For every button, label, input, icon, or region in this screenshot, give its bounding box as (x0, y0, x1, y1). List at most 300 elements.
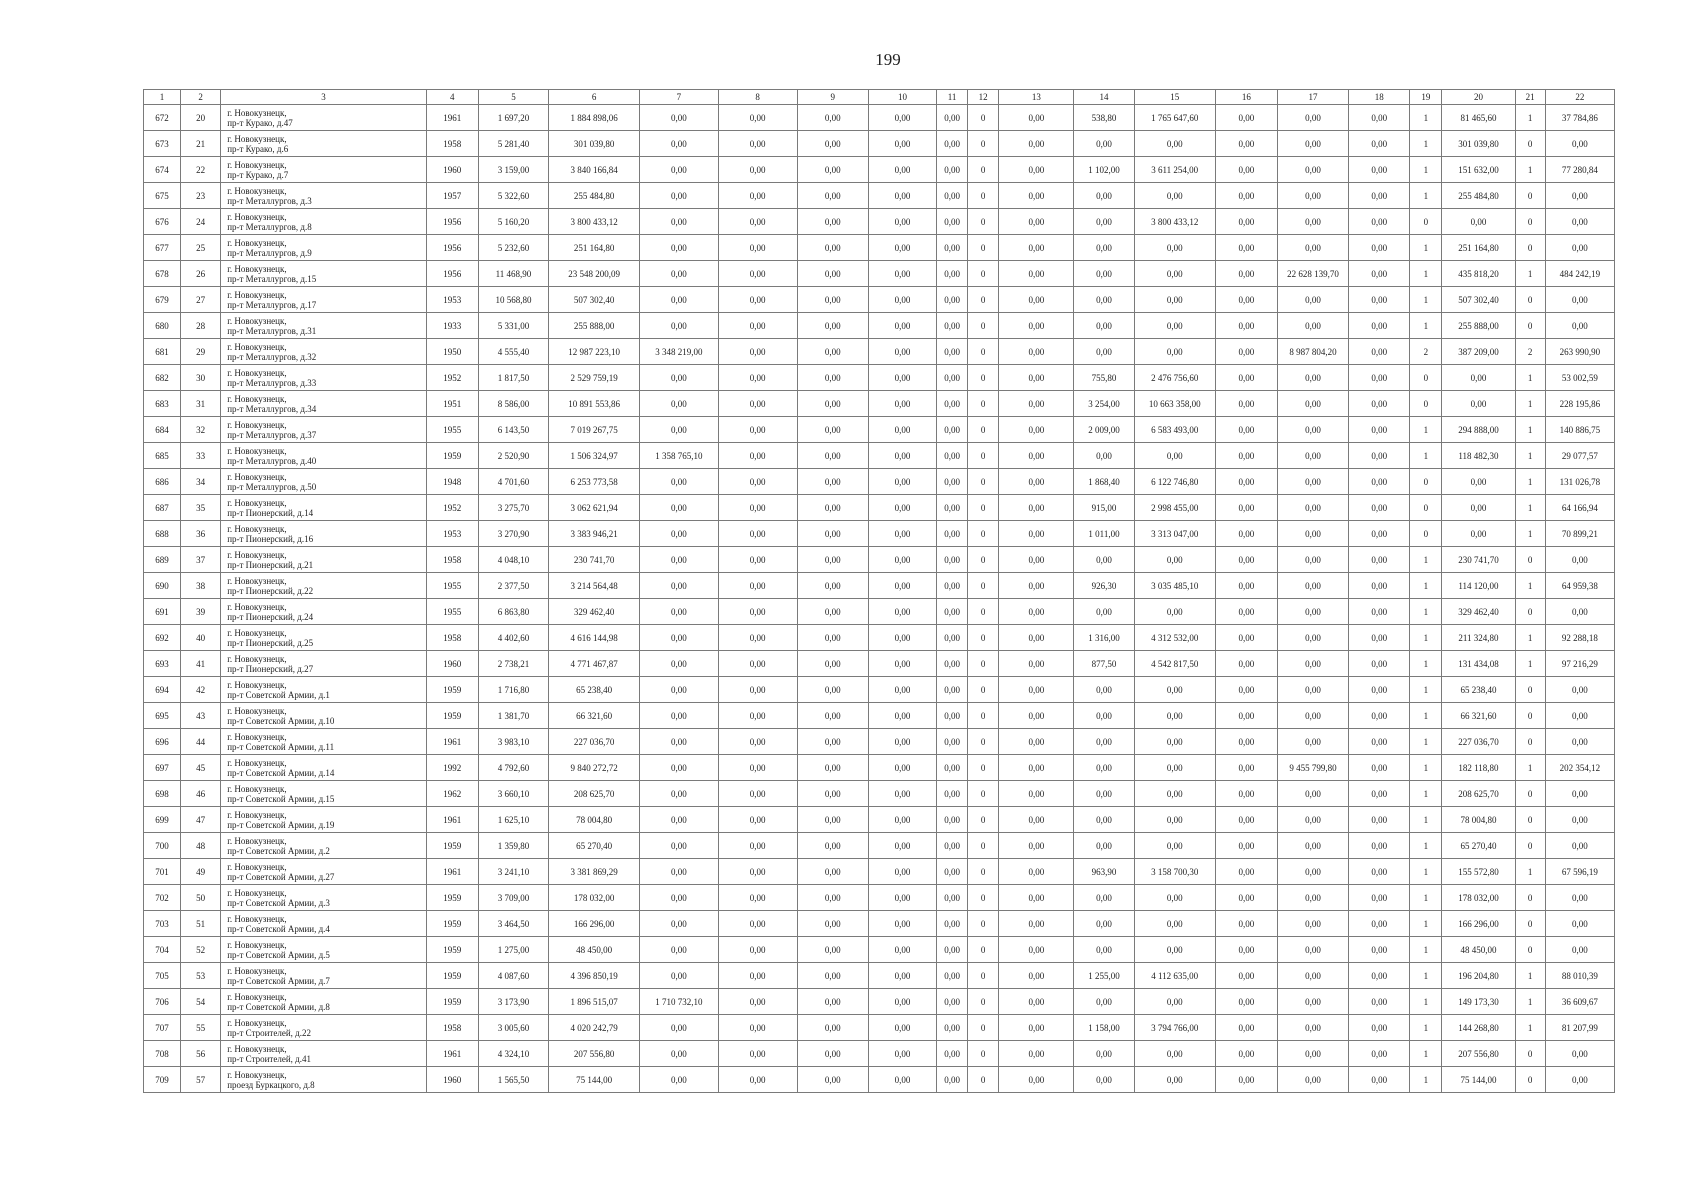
table-cell-c19: 1 (1410, 807, 1442, 833)
table-cell-c14: 1 158,00 (1074, 1015, 1134, 1041)
address-city: г. Новокузнецк, (227, 783, 287, 794)
table-cell-c19: 1 (1410, 833, 1442, 859)
table-cell-c4: 1959 (426, 963, 478, 989)
table-cell-c18: 0,00 (1349, 547, 1410, 573)
table-cell-c2: 39 (181, 599, 221, 625)
table-cell-c18: 0,00 (1349, 989, 1410, 1015)
table-cell-c21: 1 (1515, 495, 1545, 521)
address-cell (221, 625, 427, 651)
column-header: 10 (868, 90, 936, 105)
address-city: г. Новокузнецк, (227, 1069, 287, 1080)
table-row (144, 599, 1615, 625)
table-cell-c2: 27 (181, 287, 221, 313)
table-cell-c17: 0,00 (1277, 885, 1348, 911)
table-cell-c8: 0,00 (718, 391, 797, 417)
table-cell-c9: 0,00 (797, 677, 868, 703)
table-cell-c4: 1957 (426, 183, 478, 209)
table-cell-c4: 1959 (426, 703, 478, 729)
table-cell-c14: 538,80 (1074, 105, 1134, 131)
table-cell-c22: 97 216,29 (1545, 651, 1614, 677)
table-cell-c16: 0,00 (1215, 391, 1277, 417)
table-cell-c9: 0,00 (797, 469, 868, 495)
table-cell-c14: 1 011,00 (1074, 521, 1134, 547)
table-cell-c12: 0 (968, 365, 999, 391)
table-cell-c5: 2 738,21 (478, 651, 548, 677)
table-cell-c12: 0 (968, 1041, 999, 1067)
table-cell-c19: 1 (1410, 313, 1442, 339)
table-cell-c16: 0,00 (1215, 937, 1277, 963)
table-cell-c18: 0,00 (1349, 131, 1410, 157)
address-street: пр-т Советской Армии, д.19 (227, 819, 335, 830)
table-cell-c12: 0 (968, 235, 999, 261)
table-cell-c15: 0,00 (1134, 807, 1215, 833)
table-cell-c15: 0,00 (1134, 339, 1215, 365)
table-cell-c10: 0,00 (868, 339, 936, 365)
table-cell-c14: 0,00 (1074, 183, 1134, 209)
table-cell-c19: 1 (1410, 1015, 1442, 1041)
table-cell-c2: 30 (181, 365, 221, 391)
table-cell-c19: 0 (1410, 469, 1442, 495)
table-cell-c5: 5 281,40 (478, 131, 548, 157)
table-cell-c15: 3 800 433,12 (1134, 209, 1215, 235)
table-cell-c2: 26 (181, 261, 221, 287)
table-cell-c9: 0,00 (797, 859, 868, 885)
table-cell-c6: 65 238,40 (549, 677, 640, 703)
table-cell-c13: 0,00 (999, 807, 1074, 833)
table-cell-c1: 672 (144, 105, 181, 131)
table-cell-c21: 0 (1515, 807, 1545, 833)
table-cell-c2: 55 (181, 1015, 221, 1041)
table-cell-c13: 0,00 (999, 287, 1074, 313)
address-cell (221, 911, 427, 937)
address-street: пр-т Советской Армии, д.4 (227, 923, 330, 934)
table-cell-c9: 0,00 (797, 495, 868, 521)
table-cell-c10: 0,00 (868, 963, 936, 989)
table-cell-c9: 0,00 (797, 157, 868, 183)
table-cell-c13: 0,00 (999, 391, 1074, 417)
table-cell-c2: 31 (181, 391, 221, 417)
table-cell-c7: 0,00 (640, 131, 718, 157)
table-cell-c6: 4 771 467,87 (549, 651, 640, 677)
address-cell (221, 885, 427, 911)
table-cell-c20: 387 209,00 (1442, 339, 1515, 365)
table-cell-c16: 0,00 (1215, 183, 1277, 209)
table-cell-c11: 0,00 (937, 235, 968, 261)
table-cell-c1: 705 (144, 963, 181, 989)
table-cell-c20: 211 324,80 (1442, 625, 1515, 651)
table-cell-c1: 678 (144, 261, 181, 287)
table-cell-c17: 0,00 (1277, 833, 1348, 859)
address-city: г. Новокузнецк, (227, 653, 287, 664)
table-cell-c6: 65 270,40 (549, 833, 640, 859)
address-cell (221, 833, 427, 859)
table-cell-c5: 3 660,10 (478, 781, 548, 807)
housing-register-table (143, 89, 1615, 1093)
table-cell-c16: 0,00 (1215, 521, 1277, 547)
table-cell-c11: 0,00 (937, 365, 968, 391)
table-cell-c1: 689 (144, 547, 181, 573)
address-city: г. Новокузнецк, (227, 133, 287, 144)
table-cell-c16: 0,00 (1215, 599, 1277, 625)
table-cell-c2: 22 (181, 157, 221, 183)
table-row (144, 365, 1615, 391)
table-cell-c13: 0,00 (999, 833, 1074, 859)
table-cell-c13: 0,00 (999, 729, 1074, 755)
table-cell-c11: 0,00 (937, 1067, 968, 1093)
table-cell-c21: 0 (1515, 677, 1545, 703)
table-row (144, 807, 1615, 833)
table-cell-c4: 1956 (426, 235, 478, 261)
table-cell-c14: 0,00 (1074, 677, 1134, 703)
table-cell-c17: 0,00 (1277, 937, 1348, 963)
table-cell-c12: 0 (968, 313, 999, 339)
table-cell-c11: 0,00 (937, 443, 968, 469)
table-cell-c17: 0,00 (1277, 729, 1348, 755)
table-cell-c22: 0,00 (1545, 885, 1614, 911)
address-cell (221, 261, 427, 287)
table-cell-c12: 0 (968, 417, 999, 443)
table-cell-c4: 1959 (426, 937, 478, 963)
table-cell-c20: 151 632,00 (1442, 157, 1515, 183)
table-cell-c20: 65 238,40 (1442, 677, 1515, 703)
address-cell (221, 547, 427, 573)
table-cell-c6: 1 884 898,06 (549, 105, 640, 131)
table-cell-c21: 0 (1515, 183, 1545, 209)
table-cell-c22: 0,00 (1545, 547, 1614, 573)
table-cell-c4: 1959 (426, 677, 478, 703)
table-cell-c10: 0,00 (868, 287, 936, 313)
table-row (144, 521, 1615, 547)
table-cell-c5: 5 232,60 (478, 235, 548, 261)
table-cell-c7: 0,00 (640, 1015, 718, 1041)
table-cell-c22: 36 609,67 (1545, 989, 1614, 1015)
table-cell-c12: 0 (968, 859, 999, 885)
table-cell-c19: 1 (1410, 859, 1442, 885)
table-cell-c1: 679 (144, 287, 181, 313)
address-street: пр-т Металлургов, д.32 (227, 351, 317, 362)
table-cell-c8: 0,00 (718, 235, 797, 261)
address-city: г. Новокузнецк, (227, 523, 287, 534)
address-cell (221, 651, 427, 677)
table-cell-c8: 0,00 (718, 157, 797, 183)
table-cell-c11: 0,00 (937, 105, 968, 131)
table-cell-c17: 0,00 (1277, 703, 1348, 729)
table-cell-c19: 1 (1410, 885, 1442, 911)
table-cell-c14: 0,00 (1074, 911, 1134, 937)
column-header: 2 (181, 90, 221, 105)
table-cell-c18: 0,00 (1349, 677, 1410, 703)
table-cell-c12: 0 (968, 521, 999, 547)
table-cell-c6: 3 381 869,29 (549, 859, 640, 885)
table-cell-c16: 0,00 (1215, 573, 1277, 599)
address-street: пр-т Пионерский, д.21 (227, 559, 314, 570)
address-cell (221, 443, 427, 469)
table-cell-c17: 0,00 (1277, 625, 1348, 651)
table-cell-c16: 0,00 (1215, 365, 1277, 391)
address-cell (221, 677, 427, 703)
table-cell-c4: 1961 (426, 859, 478, 885)
table-cell-c1: 687 (144, 495, 181, 521)
address-street: пр-т Пионерский, д.25 (227, 637, 314, 648)
table-cell-c10: 0,00 (868, 417, 936, 443)
address-cell (221, 1067, 427, 1093)
table-cell-c4: 1955 (426, 599, 478, 625)
table-body (144, 105, 1615, 1093)
table-cell-c7: 0,00 (640, 469, 718, 495)
table-cell-c20: 435 818,20 (1442, 261, 1515, 287)
table-cell-c15: 0,00 (1134, 547, 1215, 573)
table-cell-c1: 703 (144, 911, 181, 937)
table-row (144, 1015, 1615, 1041)
table-row (144, 937, 1615, 963)
table-cell-c12: 0 (968, 287, 999, 313)
table-cell-c19: 1 (1410, 417, 1442, 443)
table-cell-c15: 0,00 (1134, 443, 1215, 469)
table-cell-c15: 4 312 532,00 (1134, 625, 1215, 651)
table-cell-c9: 0,00 (797, 105, 868, 131)
table-cell-c17: 0,00 (1277, 157, 1348, 183)
table-cell-c2: 52 (181, 937, 221, 963)
table-cell-c4: 1950 (426, 339, 478, 365)
table-cell-c1: 692 (144, 625, 181, 651)
table-cell-c11: 0,00 (937, 469, 968, 495)
table-cell-c5: 8 586,00 (478, 391, 548, 417)
table-cell-c13: 0,00 (999, 599, 1074, 625)
table-cell-c16: 0,00 (1215, 911, 1277, 937)
table-cell-c9: 0,00 (797, 261, 868, 287)
address-street: пр-т Курако, д.6 (227, 143, 289, 154)
table-cell-c21: 0 (1515, 313, 1545, 339)
column-header: 3 (221, 90, 427, 105)
table-cell-c7: 0,00 (640, 521, 718, 547)
table-cell-c14: 0,00 (1074, 885, 1134, 911)
table-cell-c6: 7 019 267,75 (549, 417, 640, 443)
address-city: г. Новокузнецк, (227, 991, 287, 1002)
table-cell-c1: 702 (144, 885, 181, 911)
table-cell-c18: 0,00 (1349, 885, 1410, 911)
table-cell-c9: 0,00 (797, 833, 868, 859)
table-cell-c14: 0,00 (1074, 313, 1134, 339)
table-cell-c17: 0,00 (1277, 313, 1348, 339)
table-cell-c10: 0,00 (868, 131, 936, 157)
table-cell-c1: 698 (144, 781, 181, 807)
table-cell-c11: 0,00 (937, 417, 968, 443)
table-cell-c10: 0,00 (868, 833, 936, 859)
table-cell-c6: 251 164,80 (549, 235, 640, 261)
table-cell-c21: 1 (1515, 469, 1545, 495)
table-cell-c16: 0,00 (1215, 235, 1277, 261)
table-cell-c4: 1959 (426, 911, 478, 937)
table-cell-c12: 0 (968, 183, 999, 209)
table-cell-c22: 0,00 (1545, 599, 1614, 625)
table-cell-c17: 9 455 799,80 (1277, 755, 1348, 781)
address-street: пр-т Советской Армии, д.2 (227, 845, 330, 856)
table-cell-c22: 0,00 (1545, 1041, 1614, 1067)
table-cell-c11: 0,00 (937, 807, 968, 833)
address-city: г. Новокузнецк, (227, 419, 287, 430)
table-cell-c17: 0,00 (1277, 1015, 1348, 1041)
table-row (144, 183, 1615, 209)
table-row (144, 391, 1615, 417)
table-cell-c21: 1 (1515, 261, 1545, 287)
table-cell-c8: 0,00 (718, 131, 797, 157)
table-cell-c4: 1955 (426, 417, 478, 443)
table-cell-c19: 1 (1410, 703, 1442, 729)
table-cell-c12: 0 (968, 131, 999, 157)
table-cell-c8: 0,00 (718, 365, 797, 391)
table-cell-c7: 0,00 (640, 963, 718, 989)
table-cell-c21: 0 (1515, 287, 1545, 313)
table-cell-c8: 0,00 (718, 937, 797, 963)
table-cell-c11: 0,00 (937, 833, 968, 859)
table-cell-c17: 0,00 (1277, 989, 1348, 1015)
table-cell-c11: 0,00 (937, 183, 968, 209)
table-row (144, 469, 1615, 495)
address-cell (221, 729, 427, 755)
table-cell-c15: 0,00 (1134, 1041, 1215, 1067)
table-cell-c8: 0,00 (718, 495, 797, 521)
table-cell-c14: 0,00 (1074, 443, 1134, 469)
table-cell-c13: 0,00 (999, 1015, 1074, 1041)
table-cell-c20: 166 296,00 (1442, 911, 1515, 937)
table-cell-c5: 3 709,00 (478, 885, 548, 911)
table-cell-c9: 0,00 (797, 1067, 868, 1093)
table-cell-c4: 1948 (426, 469, 478, 495)
table-cell-c15: 0,00 (1134, 677, 1215, 703)
table-cell-c21: 0 (1515, 235, 1545, 261)
table-cell-c21: 0 (1515, 209, 1545, 235)
table-cell-c8: 0,00 (718, 547, 797, 573)
table-cell-c4: 1956 (426, 209, 478, 235)
table-cell-c7: 0,00 (640, 755, 718, 781)
table-cell-c17: 0,00 (1277, 469, 1348, 495)
table-cell-c21: 1 (1515, 521, 1545, 547)
table-cell-c11: 0,00 (937, 521, 968, 547)
table-cell-c22: 263 990,90 (1545, 339, 1614, 365)
table-cell-c6: 208 625,70 (549, 781, 640, 807)
table-row (144, 755, 1615, 781)
table-cell-c9: 0,00 (797, 365, 868, 391)
table-cell-c22: 0,00 (1545, 131, 1614, 157)
table-cell-c4: 1959 (426, 885, 478, 911)
table-cell-c15: 2 476 756,60 (1134, 365, 1215, 391)
table-cell-c9: 0,00 (797, 1041, 868, 1067)
table-cell-c7: 0,00 (640, 157, 718, 183)
table-cell-c11: 0,00 (937, 651, 968, 677)
table-cell-c10: 0,00 (868, 625, 936, 651)
table-cell-c22: 70 899,21 (1545, 521, 1614, 547)
table-cell-c9: 0,00 (797, 209, 868, 235)
table-cell-c21: 0 (1515, 1041, 1545, 1067)
table-cell-c5: 4 087,60 (478, 963, 548, 989)
table-cell-c16: 0,00 (1215, 131, 1277, 157)
table-cell-c22: 0,00 (1545, 235, 1614, 261)
address-cell (221, 521, 427, 547)
table-cell-c13: 0,00 (999, 703, 1074, 729)
table-cell-c5: 3 275,70 (478, 495, 548, 521)
table-cell-c15: 0,00 (1134, 703, 1215, 729)
address-street: пр-т Курако, д.47 (227, 117, 293, 128)
table-cell-c7: 1 358 765,10 (640, 443, 718, 469)
table-cell-c5: 3 464,50 (478, 911, 548, 937)
table-cell-c13: 0,00 (999, 937, 1074, 963)
table-cell-c8: 0,00 (718, 287, 797, 313)
table-cell-c21: 1 (1515, 365, 1545, 391)
table-cell-c21: 1 (1515, 417, 1545, 443)
table-cell-c8: 0,00 (718, 521, 797, 547)
table-cell-c19: 1 (1410, 1041, 1442, 1067)
table-cell-c17: 0,00 (1277, 391, 1348, 417)
table-cell-c19: 1 (1410, 287, 1442, 313)
table-cell-c5: 6 143,50 (478, 417, 548, 443)
table-cell-c18: 0,00 (1349, 1041, 1410, 1067)
table-row (144, 1041, 1615, 1067)
table-cell-c20: 0,00 (1442, 469, 1515, 495)
table-cell-c14: 0,00 (1074, 287, 1134, 313)
table-row (144, 989, 1615, 1015)
table-row (144, 833, 1615, 859)
table-cell-c4: 1961 (426, 807, 478, 833)
table-cell-c4: 1952 (426, 495, 478, 521)
table-cell-c6: 78 004,80 (549, 807, 640, 833)
table-cell-c8: 0,00 (718, 755, 797, 781)
table-cell-c17: 0,00 (1277, 209, 1348, 235)
table-cell-c16: 0,00 (1215, 1015, 1277, 1041)
table-cell-c16: 0,00 (1215, 989, 1277, 1015)
table-cell-c5: 4 048,10 (478, 547, 548, 573)
table-cell-c4: 1955 (426, 573, 478, 599)
table-cell-c10: 0,00 (868, 729, 936, 755)
table-cell-c16: 0,00 (1215, 443, 1277, 469)
column-header: 14 (1074, 90, 1134, 105)
table-cell-c9: 0,00 (797, 729, 868, 755)
table-cell-c9: 0,00 (797, 911, 868, 937)
table-cell-c15: 0,00 (1134, 755, 1215, 781)
table-cell-c15: 4 542 817,50 (1134, 651, 1215, 677)
table-cell-c11: 0,00 (937, 287, 968, 313)
table-cell-c17: 0,00 (1277, 365, 1348, 391)
table-cell-c20: 0,00 (1442, 391, 1515, 417)
table-cell-c7: 0,00 (640, 807, 718, 833)
table-cell-c11: 0,00 (937, 625, 968, 651)
address-city: г. Новокузнецк, (227, 939, 287, 950)
table-cell-c10: 0,00 (868, 1067, 936, 1093)
address-street: пр-т Советской Армии, д.15 (227, 793, 335, 804)
table-cell-c15: 1 765 647,60 (1134, 105, 1215, 131)
table-cell-c17: 0,00 (1277, 573, 1348, 599)
table-cell-c19: 1 (1410, 131, 1442, 157)
table-cell-c7: 0,00 (640, 313, 718, 339)
address-street: пр-т Строителей, д.22 (227, 1027, 311, 1038)
table-cell-c11: 0,00 (937, 989, 968, 1015)
table-cell-c2: 48 (181, 833, 221, 859)
table-cell-c1: 676 (144, 209, 181, 235)
table-cell-c9: 0,00 (797, 625, 868, 651)
table-cell-c10: 0,00 (868, 313, 936, 339)
table-cell-c1: 684 (144, 417, 181, 443)
table-cell-c2: 53 (181, 963, 221, 989)
table-cell-c6: 75 144,00 (549, 1067, 640, 1093)
table-cell-c2: 45 (181, 755, 221, 781)
table-cell-c7: 0,00 (640, 781, 718, 807)
table-cell-c16: 0,00 (1215, 1067, 1277, 1093)
table-cell-c5: 10 568,80 (478, 287, 548, 313)
table-row (144, 131, 1615, 157)
table-cell-c13: 0,00 (999, 547, 1074, 573)
table-cell-c12: 0 (968, 963, 999, 989)
address-street: пр-т Пионерский, д.16 (227, 533, 314, 544)
table-cell-c5: 4 555,40 (478, 339, 548, 365)
